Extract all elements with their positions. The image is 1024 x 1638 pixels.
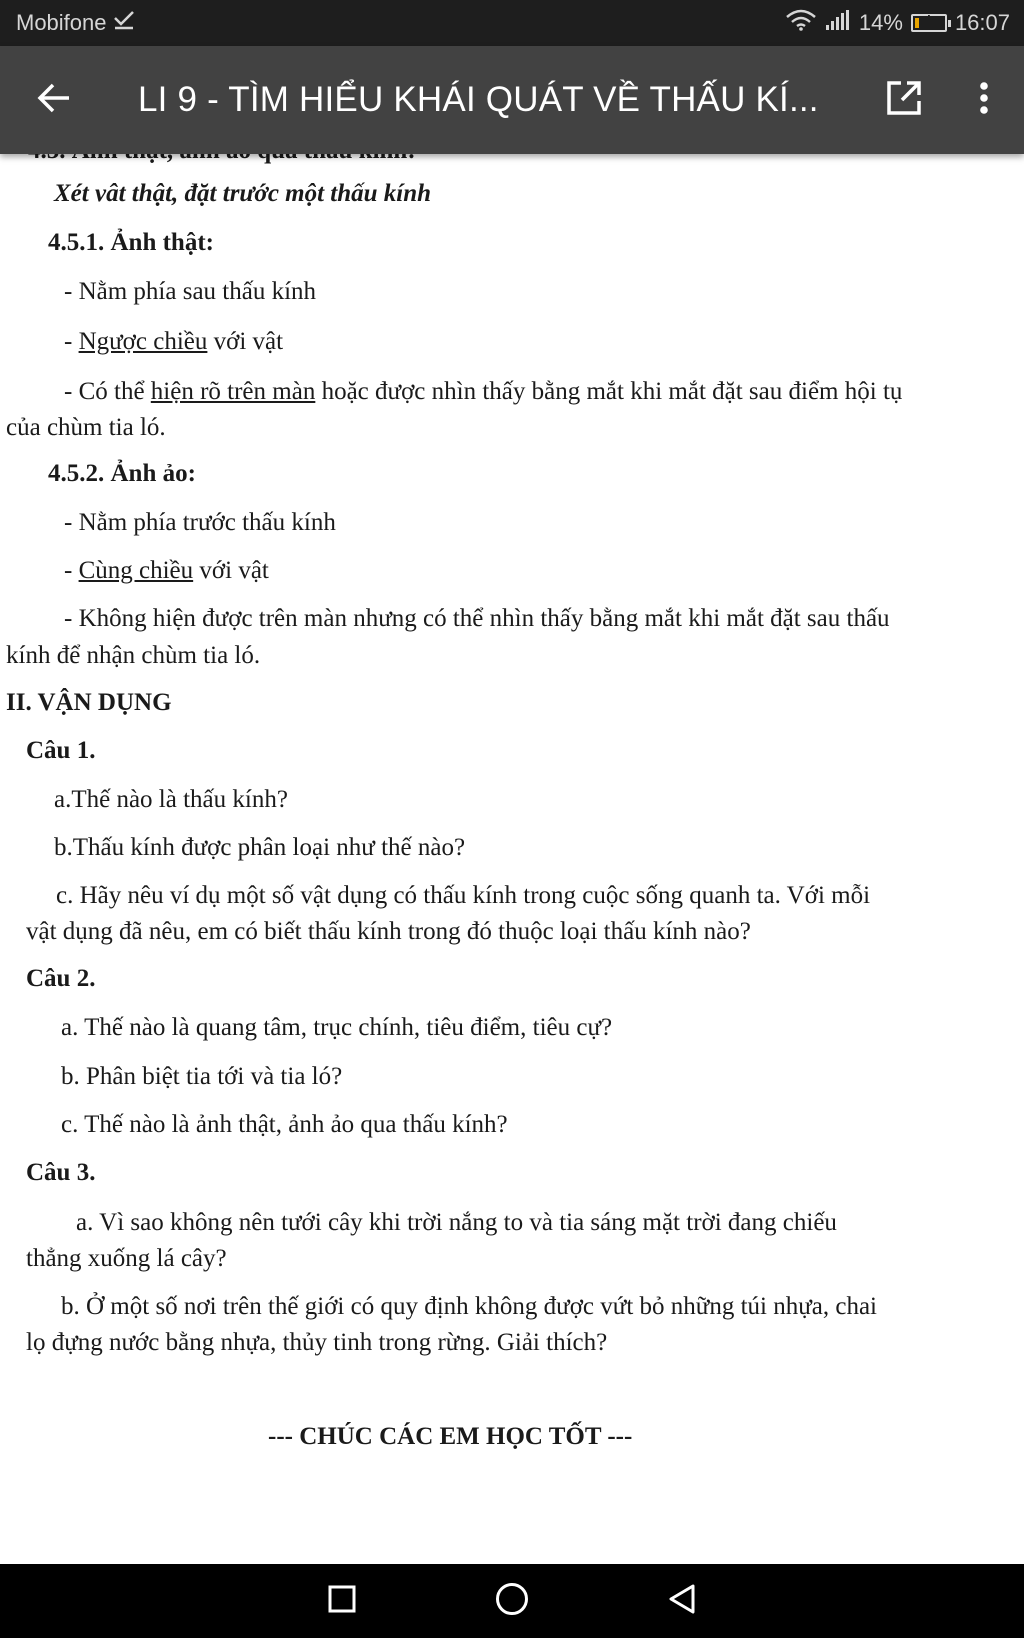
q2-c: c. Thế nào là ảnh thật, ảnh ảo qua thấu kính? <box>61 1111 508 1138</box>
battery-icon: + <box>911 14 947 32</box>
open-external-button[interactable] <box>864 46 944 154</box>
triangle-back-icon <box>667 1583 697 1620</box>
more-options-button[interactable] <box>944 46 1024 154</box>
wifi-icon <box>785 9 817 37</box>
s451-item1: - Nằm phía sau thấu kính <box>64 278 317 305</box>
q3-b-cont: lọ đựng nước bằng nhựa, thủy tinh trong rừng. Giải thích? <box>26 1329 608 1356</box>
q3-heading: Câu 3. <box>26 1159 96 1186</box>
s452-item3: - Không hiện được trên màn nhưng có thể nhìn thấy bằng mắt khi mắt đặt sau thấu <box>64 605 890 632</box>
q1-c: c. Hãy nêu ví dụ một số vật dụng có thấu kính trong cuộc sống quanh ta. Với mỗi <box>56 882 871 909</box>
q3-a-cont: thẳng xuống lá cây? <box>26 1245 227 1272</box>
status-left <box>16 10 135 36</box>
heading-451: 4.5.1. Ảnh thật: <box>48 229 214 256</box>
s451-item3-cont: của chùm tia ló. <box>6 414 166 441</box>
q2-heading: Câu 2. <box>26 965 96 992</box>
s452-item1: - Nằm phía trước thấu kính <box>64 509 336 536</box>
intro-line: Xét vât thật, đặt trước một thấu kính <box>54 180 432 207</box>
q3-a: a. Vì sao không nên tưới cây khi trời nắng to và tia sáng mặt trời đang chiếu <box>76 1209 837 1236</box>
s451-item2: - Ngược chiều với vật <box>64 328 284 355</box>
home-button[interactable] <box>482 1571 542 1631</box>
q1-a: a.Thế nào là thấu kính? <box>54 786 288 813</box>
document-title: LI 9 - TÌM HIỂU KHÁI QUÁT VỀ THẤU KÍ... <box>138 80 819 119</box>
s452-item2: - Cùng chiều với vật <box>64 557 269 584</box>
q1-heading: Câu 1. <box>26 737 96 764</box>
status-bar <box>0 0 1024 46</box>
battery-percent: 14% <box>858 10 903 35</box>
circle-icon <box>494 1581 530 1622</box>
heading-452: 4.5.2. Ảnh ảo: <box>48 460 196 487</box>
s452-item3-cont: kính để nhận chùm tia ló. <box>6 642 261 669</box>
arrow-left-icon <box>37 83 71 118</box>
clock: 16:07 <box>954 10 1010 35</box>
system-nav-bar <box>0 1564 1024 1638</box>
s451-item3: - Có thể hiện rõ trên màn hoặc được nhìn thấy bằng mắt khi mắt đặt sau điểm hội tụ <box>64 378 903 405</box>
status-right <box>785 9 1010 37</box>
open-in-new-icon <box>886 80 922 121</box>
back-button[interactable] <box>0 46 108 154</box>
q1-c-cont: vật dụng đã nêu, em có biết thấu kính trong đó thuộc loại thấu kính nào? <box>26 918 751 945</box>
checkmark-icon <box>113 10 135 36</box>
more-vert-icon <box>979 81 989 120</box>
q1-b: b.Thấu kính được phân loại như thế nào? <box>54 834 466 861</box>
square-icon <box>327 1584 357 1619</box>
q2-b: b. Phân biệt tia tới và tia ló? <box>61 1063 343 1090</box>
closing-line: --- CHÚC CÁC EM HỌC TỐT --- <box>268 1423 633 1450</box>
q2-a: a. Thế nào là quang tâm, trục chính, tiêu điểm, tiêu cự? <box>61 1014 613 1041</box>
q3-b: b. Ở một số nơi trên thế giới có quy định không được vứt bỏ những túi nhựa, chai <box>61 1293 877 1320</box>
nav-back-button[interactable] <box>652 1571 712 1631</box>
section-2-heading: II. VẬN DỤNG <box>6 689 172 716</box>
signal-icon <box>825 9 851 37</box>
document-page[interactable] <box>0 154 1024 1564</box>
app-bar <box>0 46 1024 154</box>
carrier-name: Mobifone <box>16 10 107 35</box>
recent-apps-button[interactable] <box>312 1571 372 1631</box>
